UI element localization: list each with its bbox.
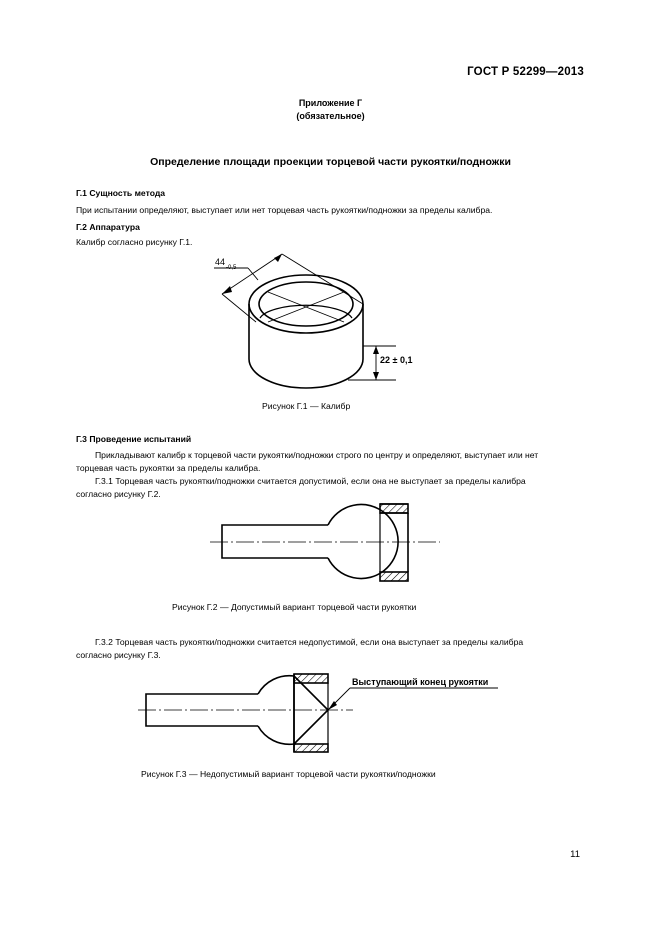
figure-g3-drawing — [138, 668, 508, 760]
section-g32-text-line2: согласно рисунку Г.3. — [76, 650, 161, 660]
appendix-status: (обязательное) — [296, 111, 365, 121]
section-g1-text: При испытании определяют, выступает или нет торцевая часть рукоятки/подножки за пределы калибра. — [76, 205, 493, 215]
dim-diameter-tolerance: -0,5 — [226, 265, 237, 271]
section-g3-heading: Г.3 Проведение испытаний — [76, 434, 192, 444]
standard-number: ГОСТ Р 52299—2013 — [467, 66, 584, 78]
figure-g1-caption: Рисунок Г.1 — Калибр — [262, 401, 351, 411]
g2-handle-shaft — [222, 525, 328, 558]
g3-gauge-section — [294, 674, 328, 752]
figure-g3-caption: Рисунок Г.3 — Недопустимый вариант торцевой части рукоятки/подножки — [141, 769, 436, 779]
figure-g1-gauge-drawing — [200, 250, 420, 400]
figure-g2-drawing — [210, 500, 440, 592]
dim-height-label: 22 ± 0,1 — [380, 355, 413, 365]
section-g3-text-line2: торцевая часть рукоятки за пределы калибра. — [76, 463, 261, 473]
document-title: Определение площади проекции торцевой части рукоятки/подножки — [150, 156, 511, 168]
section-g31-text-line2: согласно рисунку Г.2. — [76, 489, 161, 499]
gauge-bottom-arc — [249, 359, 363, 388]
section-g2-heading: Г.2 Аппаратура — [76, 222, 140, 232]
g3-callout-label: Выступающий конец рукоятки — [352, 677, 489, 687]
section-g32-text-line1: Г.3.2 Торцевая часть рукоятки/подножки считается недопустимой, если она выступает за пределы калибра — [95, 637, 524, 647]
section-g3-text-line1: Прикладывают калибр к торцевой части рукоятки/подножки строго по центру и определяют, выступает или нет — [95, 450, 539, 460]
section-g1-heading: Г.1 Сущность метода — [76, 188, 166, 198]
dim-diameter-label: 44 — [215, 257, 226, 267]
page-number: 11 — [570, 849, 580, 860]
gauge-outer-top-ellipse — [249, 275, 363, 333]
section-g2-text: Калибр согласно рисунку Г.1. — [76, 237, 193, 247]
section-g31-text-line1: Г.3.1 Торцевая часть рукоятки/подножки считается допустимой, если она не выступает за пределы калибра — [95, 476, 526, 486]
appendix-title: Приложение Г — [298, 98, 363, 108]
g2-handle-ball — [328, 505, 398, 579]
figure-g2-caption: Рисунок Г.2 — Допустимый вариант торцевой части рукоятки — [172, 602, 417, 612]
